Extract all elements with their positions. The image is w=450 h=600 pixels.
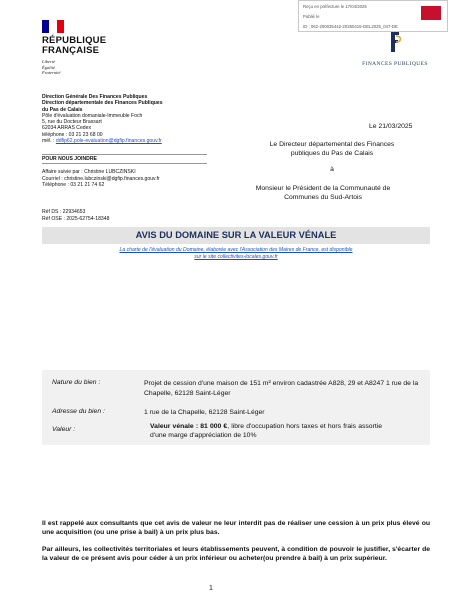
stamp-id: ID : 062-200035442-20250415-DEL2025_047-DE: [303, 24, 398, 29]
director-line: publiques du Pas de Calais: [290, 149, 374, 157]
to-word: à: [330, 166, 334, 173]
nature-label: Nature du bien :: [52, 379, 101, 386]
value-amount: Valeur vénale : 81 000 €: [150, 423, 228, 430]
reminder-paragraph: Il est rappelé aux consultants que cet avis de valeur ne leur interdit pas de réaliser une cession à un prix plus élevé ou une acquisition (ou une prise à bail) à un prix plus bas.: [42, 520, 430, 536]
sender-email-link[interactable]: ddfip62.pole-evaluation@dgfip.finances.gouv.fr: [55, 138, 162, 145]
director-line: Le Directeur départemental des Finances: [269, 141, 395, 148]
sender-line: Pôle d'évaluation domaniale-Immeuble Foch: [42, 112, 143, 119]
stamp-received: Reçu en préfecture le 17/04/2025: [303, 4, 367, 9]
sender-block: [42, 94, 212, 144]
recipient-line: Communes du Sud-Artois: [284, 193, 362, 201]
sender-line: Direction Générale Des Finances Publiques: [42, 94, 148, 100]
ref-ose: Réf OSE : 2025-62754-18348: [42, 215, 110, 222]
rf-title-line2: FRANÇAISE: [42, 45, 100, 56]
local-authorities-paragraph: Par ailleurs, les collectivités territoriales et leurs établissements peuvent, à condition de pouvoir le justifier, s'écarter de la valeur de ce présent avis pour céder à un prix inférieur ou acheter(ou prendre à bail) à un prix supérieur.: [42, 546, 430, 562]
address-label: Adresse du bien :: [52, 408, 105, 415]
document-title-banner: AVIS DU DOMAINE SUR LA VALEUR VÉNALE: [42, 227, 430, 244]
finances-publiques-logo: [360, 30, 430, 67]
value-conditions: , libre d'occupation hors taxes et hors frais assortie d'une marge d'appréciation de 10%: [150, 423, 382, 439]
charter-line: sur le site collectivites-locales.gouv.fr: [194, 254, 278, 260]
sender-line: du Pas de Calais: [42, 106, 83, 113]
ref-ds: Réf DS : 22934653: [42, 209, 86, 215]
recipient-block: [212, 185, 434, 202]
recipient-line: Monsieur le Président de la Communauté de: [255, 185, 391, 192]
finances-publiques-mark-icon: [385, 30, 405, 54]
value-label: Valeur :: [52, 426, 76, 433]
rf-motto: [42, 59, 122, 76]
motto-liberte: Liberté: [42, 59, 55, 64]
receipt-stamp: [298, 0, 448, 32]
nature-value: Projet de cession d'une maison de 151 m² environ cadastrée A828, 29 et A8247 1 rue de la Chapelle, 62128 Saint-Léger: [144, 380, 419, 397]
letter-date: Le 21/03/2025: [369, 123, 413, 130]
prefecture-logo: [421, 6, 441, 20]
flag-icon: [42, 20, 64, 33]
motto-fraternite: Fraternité: [42, 70, 61, 75]
sender-line: 5, rue du Docteur Brassart: [42, 119, 102, 126]
republique-francaise-logo: [42, 20, 122, 76]
sender-email-line: [42, 138, 212, 144]
value-text: [150, 423, 382, 441]
contact-heading: POUR NOUS JOINDRE: [42, 154, 207, 164]
stamp-published: Publié le: [303, 14, 320, 19]
motto-egalite: Égalité: [42, 64, 55, 70]
references-block: [42, 209, 222, 222]
sender-line: Direction départementale des Finances Publiques: [42, 100, 163, 107]
sender-line: téléphone : 03 21 23 68 00: [42, 131, 103, 138]
contact-line: Courriel : christine.lubczinski@dgfip.finances.gouv.fr: [42, 175, 160, 182]
page-number: 1: [209, 585, 213, 592]
director-block: [232, 141, 432, 158]
finances-publiques-text: FINANCES PUBLIQUES: [362, 61, 428, 67]
contact-line: Téléphone : 03 21 21 74 62: [42, 182, 105, 189]
charter-line: La charte de l'évaluation du Domaine, élaborée avec l'Association des Maires de France, est disponible: [119, 247, 353, 253]
charter-link[interactable]: [42, 247, 430, 261]
rf-title-line1: RÉPUBLIQUE: [42, 35, 107, 46]
sender-line: 62034 ARRAS Cedex: [42, 125, 91, 132]
sender-email-prefix: mél. :: [42, 138, 56, 145]
contact-line: Affaire suivie par : Christine LUBCZINSKI: [42, 169, 136, 175]
address-value: 1 rue de la Chapelle, 62128 Saint-Léger: [144, 409, 265, 416]
contact-block: [42, 169, 222, 189]
